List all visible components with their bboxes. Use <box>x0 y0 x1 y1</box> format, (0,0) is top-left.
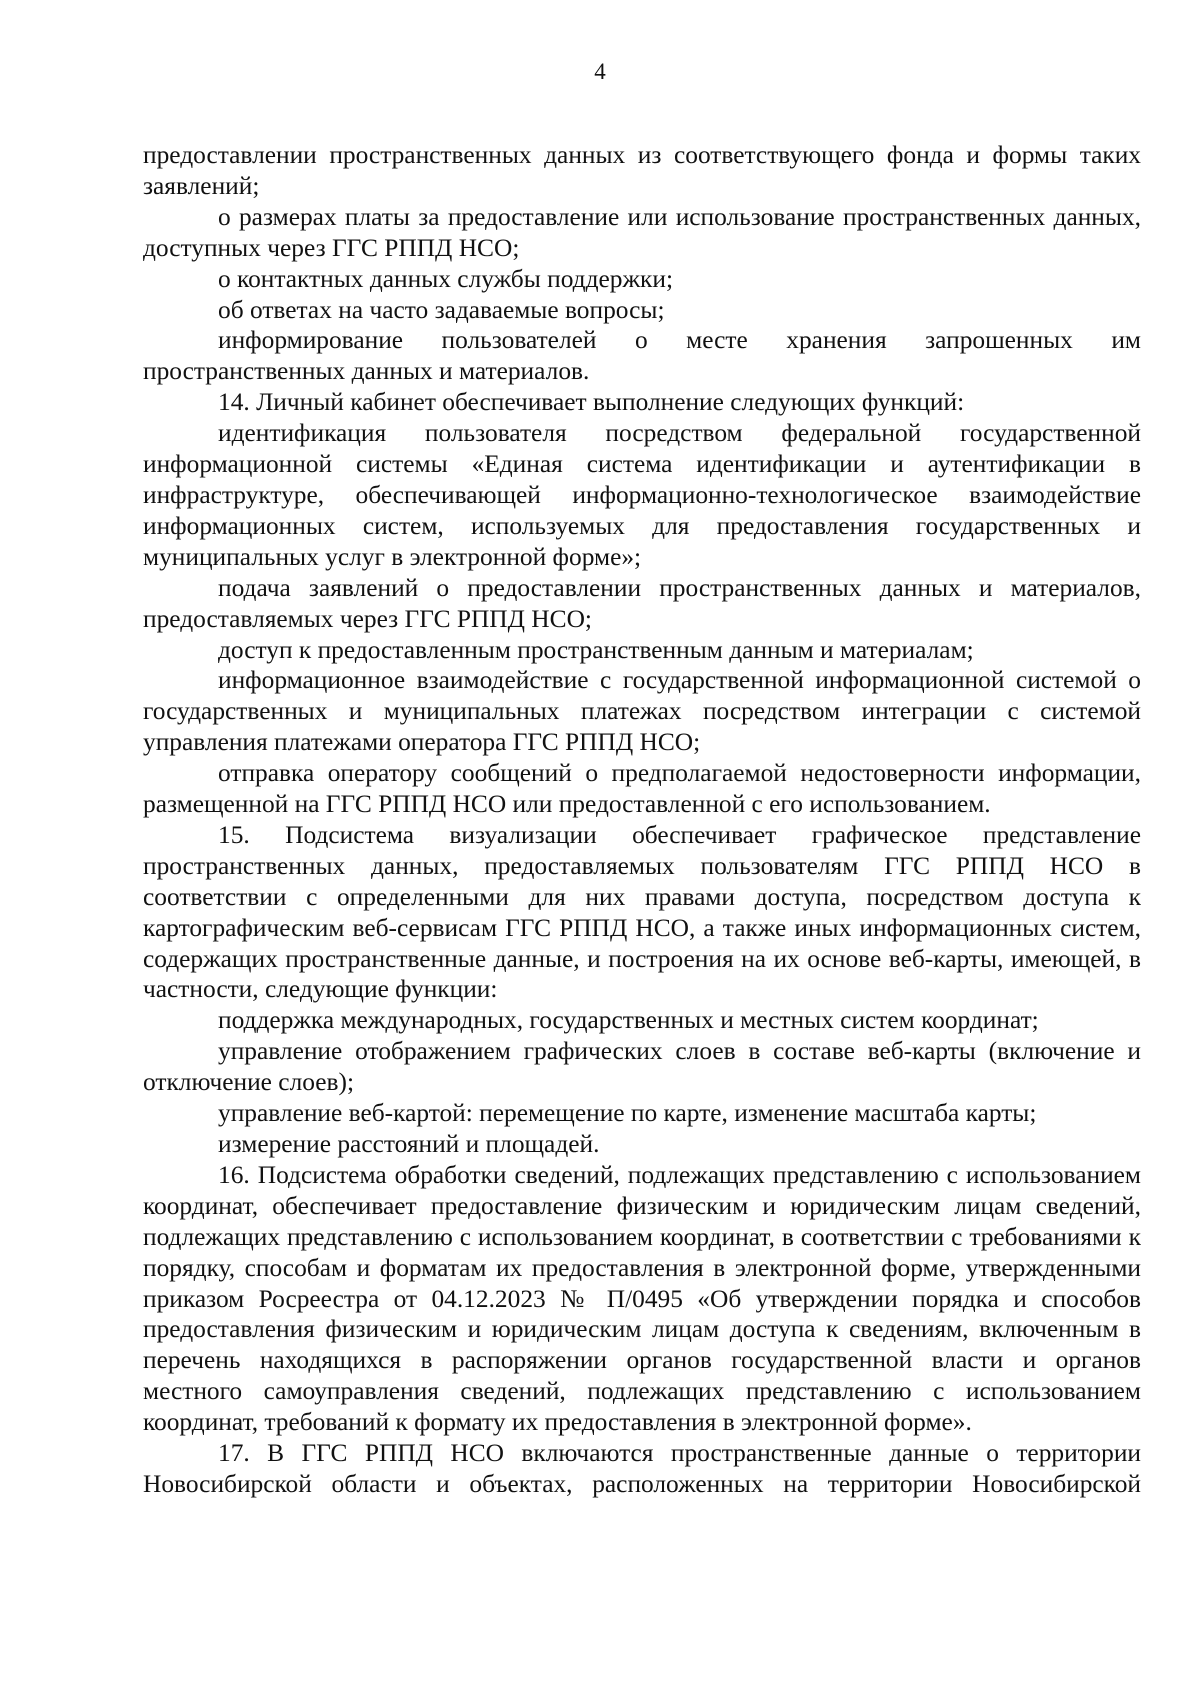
paragraph-access-data: доступ к предоставленным пространственным данным и материалам; <box>218 635 974 664</box>
paragraph-faq: об ответах на часто задаваемые вопросы; <box>218 295 665 324</box>
paragraph-identification: идентификация пользователя посредством федеральной государственной информационной системы «Единая система идентификации и аутентификации в инфраструктуре, обеспечивающей информационно-технологическое взаимодействие информационных систем, используемых для предоставления государственных и муниципальных услуг в электронной форме»; <box>143 419 1141 571</box>
paragraph-payments-integration: информационное взаимодействие с государственной информационной системой о государственных и муниципальных платежах посредством интеграции с системой управления платежами оператора ГГС РППД НСО; <box>143 666 1141 757</box>
paragraph-report-inaccuracy: отправка оператору сообщений о предполагаемой недостоверности информации, размещенной на ГГС РППД НСО или предоставленной с его использованием. <box>143 759 1141 819</box>
paragraph-item-16: 16. Подсистема обработки сведений, подлежащих представлению с использованием координат, обеспечивает предоставление физическим и юридическим лицам сведений, подлежащих представлению с использованием координат, в соответствии с требованиями к порядку, способам и форматам их предоставления в электронной форме, утвержденными приказом Росреестра от 04.12.2023 № П/0495 «Об утверждении порядка и способов предоставления физическим и юридическим лицам доступа к сведениям, включенным в перечень находящихся в распоряжении органов государственной власти и органов местного самоуправления сведений, подлежащих представлению с использованием координат, требований к формату их предоставления в электронной форме». <box>143 1160 1141 1437</box>
paragraph-item-14: 14. Личный кабинет обеспечивает выполнение следующих функций: <box>218 388 965 417</box>
paragraph-support-contacts: о контактных данных службы поддержки; <box>218 264 674 293</box>
paragraph-payment-amounts: о размерах платы за предоставление или использование пространственных данных, доступных через ГГС РППД НСО; <box>143 202 1141 262</box>
page-number: 4 <box>594 59 606 84</box>
paragraph-storage-info: информирование пользователей о месте хранения запрошенных им пространственных данных и материалов. <box>143 326 1141 386</box>
paragraph-forms-of-applications: предоставлении пространственных данных из соответствующего фонда и формы таких заявлений; <box>143 141 1141 200</box>
document-body <box>143 140 1141 1500</box>
paragraph-item-15: 15. Подсистема визуализации обеспечивает графическое представление пространственных данных, предоставляемых пользователям ГГС РППД НСО в соответствии с определенными для них правами доступа, посредством доступа к картографическим веб-сервисам ГГС РППД НСО, а также иных информационных систем, содержащих пространственные данные, и построения на их основе веб-карты, имеющей, в частности, следующие функции: <box>143 820 1141 1004</box>
paragraph-measurement: измерение расстояний и площадей. <box>218 1130 600 1158</box>
paragraph-map-control: управление веб-картой: перемещение по карте, изменение масштаба карты; <box>218 1099 1037 1128</box>
paragraph-submit-applications: подача заявлений о предоставлении пространственных данных и материалов, предоставляемых через ГГС РППД НСО; <box>143 573 1141 633</box>
paragraph-item-17: 17. В ГГС РППД НСО включаются пространственные данные о территории Новосибирской области и объектах, расположенных на территории Новосибирской <box>143 1439 1141 1498</box>
paragraph-coordinate-systems: поддержка международных, государственных и местных систем координат; <box>218 1006 1039 1035</box>
paragraph-layers-control: управление отображением графических слоев в составе веб-карты (включение и отключение слоев); <box>143 1037 1141 1097</box>
